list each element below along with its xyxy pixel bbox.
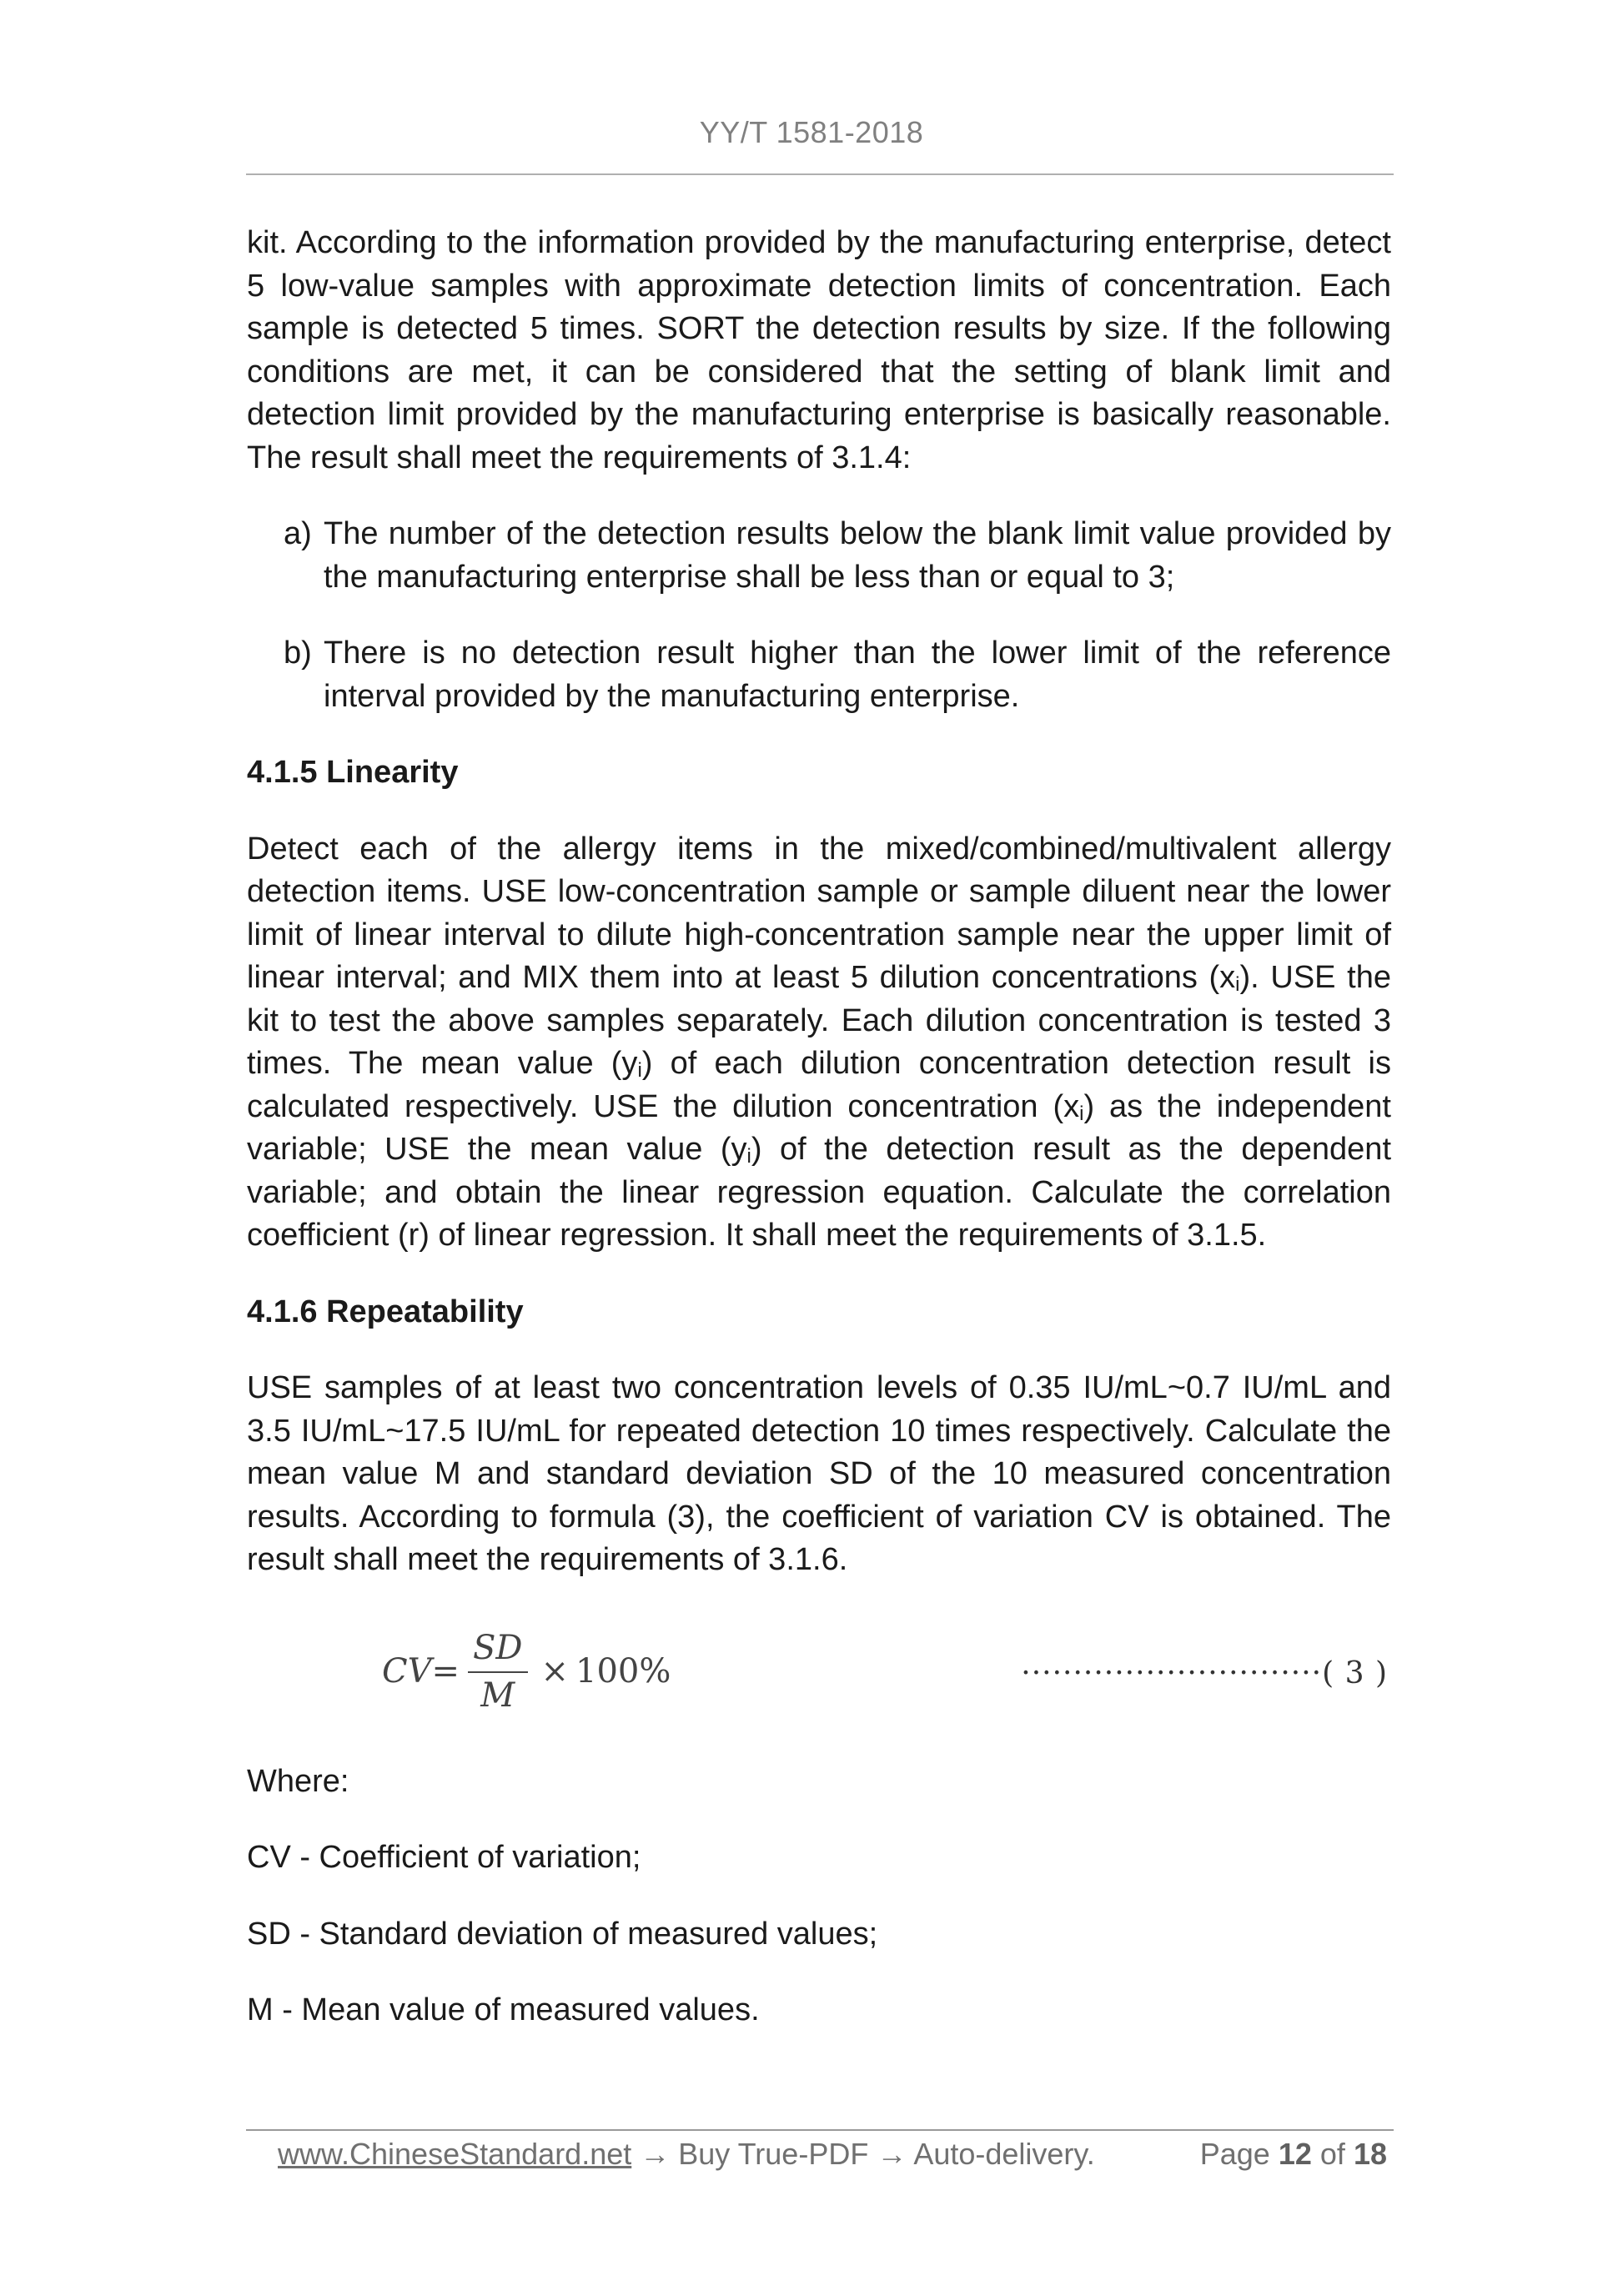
formula-fraction (468, 1627, 527, 1718)
footer-divider (246, 2129, 1394, 2131)
page-label: Page (1199, 2137, 1270, 2171)
footer-trail: → Buy True-PDF → Auto-delivery. (631, 2137, 1095, 2171)
definition-m: M - Mean value of measured values. (247, 1992, 760, 2027)
section-heading-linearity: 4.1.5 Linearity (247, 755, 459, 790)
linearity-text-5: ) of the detection result as the dependent variable; and obtain the linear regression equation. Calculate the correlation coefficient (r) of linear regression. It shall meet the requirements of 3.1.5. (247, 1132, 1391, 1253)
repeatability-paragraph: USE samples of at least two concentration levels of 0.35 IU/mL~0.7 IU/mL and 3.5 IU/mL~17.5 IU/mL for repeated detection 10 times respectively. Calculate the mean value M and standard deviation SD of the 10 measured concentration results. According to formula (3), the coefficient of variation CV is obtained. The result shall meet the requirements of 3.1.6. (247, 1370, 1391, 1577)
formula-numerator: SD (468, 1627, 527, 1674)
page-content (247, 222, 1391, 2066)
cv-formula (382, 1627, 671, 1718)
intro-paragraph: kit. According to the information provided by the manufacturing enterprise, detect 5 low-value samples with approximate detection limits of concentration. Each sample is detected 5 times. SORT the detection results by size. If the following conditions are met, it can be considered that the setting of blank limit and detection limit provided by the manufacturing enterprise is basically reasonable. The result shall meet the requirements of 3.1.4: (247, 225, 1391, 475)
formula-equals: = (431, 1652, 460, 1691)
page-current: 12 (1278, 2137, 1312, 2171)
subscript-i: i (1235, 973, 1240, 996)
section-heading-repeatability: 4.1.6 Repeatability (247, 1294, 524, 1329)
subscript-i: i (1079, 1102, 1084, 1125)
definition-cv: CV - Coefficient of variation; (247, 1840, 641, 1875)
page-total: 18 (1353, 2137, 1387, 2171)
list-marker: b) (284, 636, 312, 671)
formula-3 (247, 1619, 1391, 1727)
linearity-text-2: ). USE the kit to test the above samples separately. Each dilution concentration is tested 3 times. The mean value (y (247, 960, 1391, 1081)
list-item-text: The number of the detection results below the blank limit value provided by the manufacturing enterprise shall be less than or equal to 3; (324, 516, 1391, 595)
page-of: of (1319, 2137, 1345, 2171)
document-code-header: YY/T 1581-2018 (699, 115, 924, 149)
list-item-a (284, 513, 1391, 599)
subscript-i: i (637, 1059, 642, 1082)
linearity-text-4: ) as the independent variable; USE the mean value (y (247, 1088, 1391, 1167)
list-item-text: There is no detection result higher than the lower limit of the reference interval provided by the manufacturing enterprise. (324, 636, 1391, 714)
linearity-text-3: ) of each dilution concentration detection result is calculated respectively. USE the dilution concentration (x (247, 1046, 1391, 1124)
definition-sd: SD - Standard deviation of measured values; (247, 1916, 878, 1952)
footer-promo (278, 2137, 1095, 2172)
formula-number: ·····························( 3 ) (1021, 1655, 1388, 1691)
formula-denominator: M (480, 1676, 515, 1715)
formula-factor: 100% (575, 1652, 671, 1691)
page-footer (278, 2137, 1387, 2172)
where-label: Where: (247, 1763, 349, 1799)
linearity-paragraph (247, 828, 1391, 1258)
formula-times: × (540, 1652, 570, 1691)
list-marker: a) (284, 516, 312, 551)
header-divider (246, 173, 1394, 175)
page-indicator (1200, 2137, 1387, 2172)
formula-lhs: CV (382, 1652, 432, 1691)
linearity-text-1: Detect each of the allergy items in the mixed/combined/multivalent allergy detection items. USE low-concentration sample or sample diluent near the lower limit of linear interval to dilute high-concentration sample near the upper limit of linear interval; and MIX them into at least 5 dilution concentrations (x (247, 831, 1391, 995)
subscript-i: i (746, 1145, 751, 1168)
list-item-b (284, 632, 1391, 718)
chinesestandard-link[interactable]: www.ChineseStandard.net (278, 2137, 632, 2171)
